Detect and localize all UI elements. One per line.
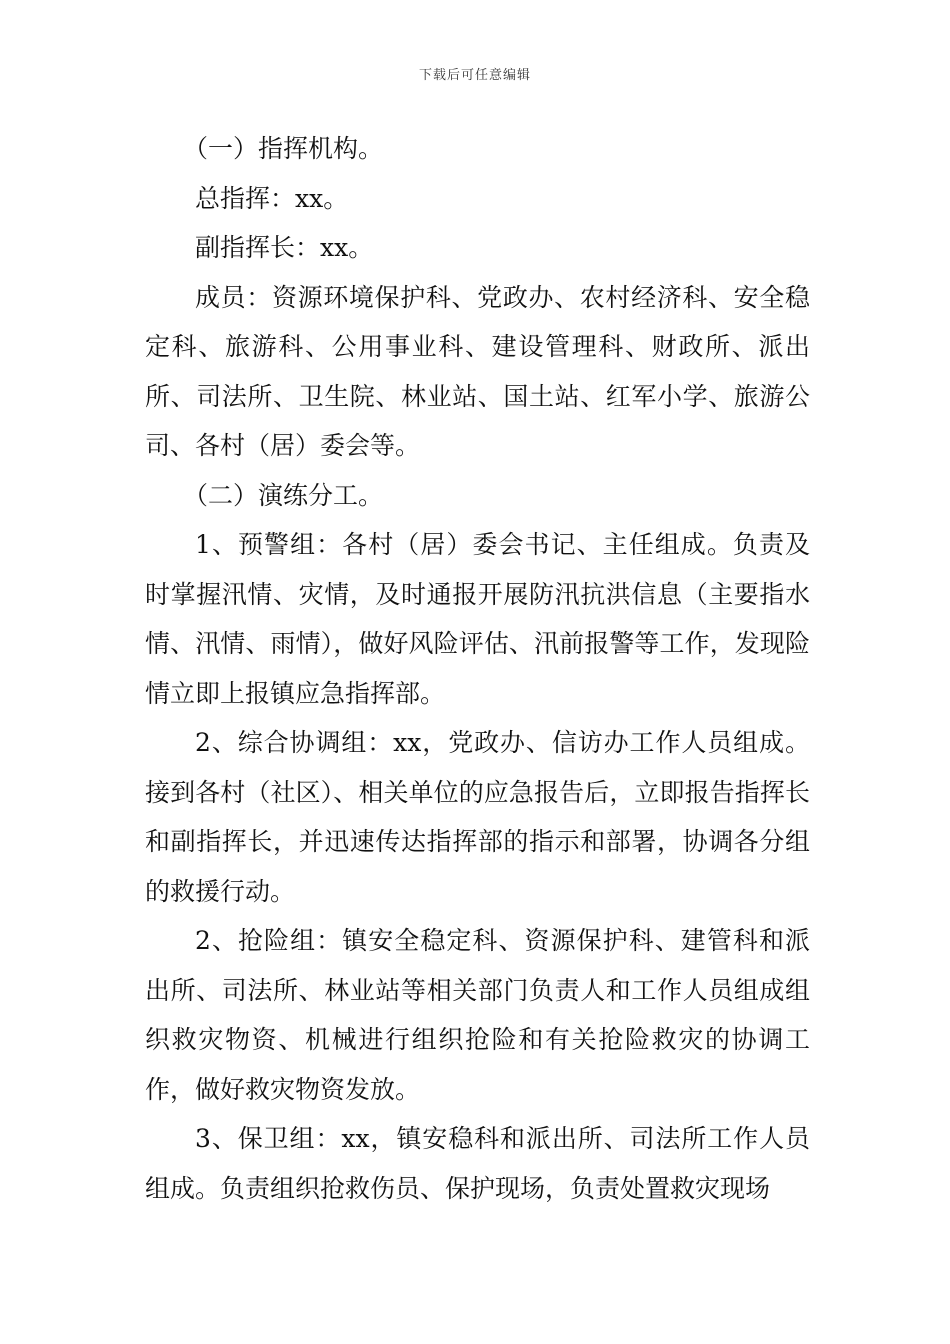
paragraph-chief-commander: 总指挥：xx。 <box>195 183 349 213</box>
paragraph-deputy-commander: 副指挥长：xx。 <box>195 233 374 262</box>
document-body <box>145 124 810 1213</box>
paragraph-members: 成员：资源环境保护科、党政办、农村经济科、安全稳定科、旅游科、公用事业科、建设管理科、财政所、派出所、司法所、卫生院、林业站、国土站、红军小学、旅游公司、各村（居）委会等。 <box>145 282 810 460</box>
paragraph-warning-group: 1、预警组：各村（居）委会书记、主任组成。负责及时掌握汛情、灾情，及时通报开展防汛抗洪信息（主要指水情、汛情、雨情），做好风险评估、汛前报警等工作，发现险情立即上报镇应急指挥部。 <box>145 530 810 708</box>
page-header-note: 下载后可任意编辑 <box>418 68 531 83</box>
paragraph-rescue-group: 2、抢险组：镇安全稳定科、资源保护科、建管科和派出所、司法所、林业站等相关部门负责人和工作人员组成组织救灾物资、机械进行组织抢险和有关抢险救灾的协调工作，做好救灾物资发放。 <box>145 926 810 1104</box>
paragraph-security-group: 3、保卫组：xx，镇安稳科和派出所、司法所工作人员组成。负责组织抢救伤员、保护现场，负责处置救灾现场 <box>145 1124 810 1203</box>
paragraph-coordination-group: 2、综合协调组：xx，党政办、信访办工作人员组成。接到各村（社区）、相关单位的应急报告后，立即报告指挥长和副指挥长，并迅速传达指挥部的指示和部署，协调各分组的救援行动。 <box>145 728 810 906</box>
section-heading-division: （二）演练分工。 <box>183 480 384 510</box>
section-heading-command: （一）指挥机构。 <box>183 134 384 163</box>
